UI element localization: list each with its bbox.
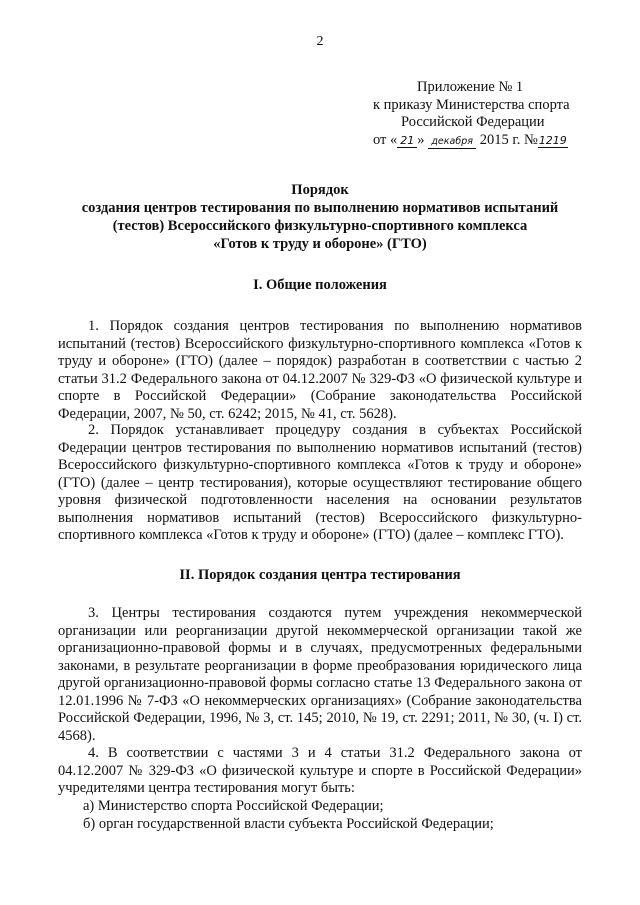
section-heading-1: I. Общие положения [253, 277, 387, 293]
list-item-b: б) орган государственной власти субъекта Российской Федерации; [83, 816, 494, 832]
paragraph-1 [58, 318, 582, 423]
title-line-4: «Готов к труду и обороне» (ГТО) [213, 236, 427, 252]
appendix-date-line [373, 132, 613, 150]
appendix-line-2: к приказу Министерства спорта [373, 96, 570, 113]
paragraph-2 [58, 422, 582, 545]
paragraph-4-text: 4. В соответствии с частями 3 и 4 статьи 31.2 Федерального закона от 04.12.2007 № 329-ФЗ «О физической культуре и спорте в Российской Федерации» учредителями центра тестирования могут быть: [58, 745, 582, 796]
appendix-line-1: Приложение № 1 [417, 79, 524, 95]
title-line-3: (тестов) Всероссийского физкультурно-спортивного комплекса [112, 218, 528, 234]
handwritten-day: 21 [397, 134, 417, 148]
date-prefix: от « [373, 131, 398, 148]
section-heading-2: II. Порядок создания центра тестирования [179, 567, 461, 583]
handwritten-order-number: 1219 [538, 133, 567, 147]
appendix-block [373, 79, 613, 149]
document-title [58, 181, 582, 253]
appendix-line-3: Российской Федерации [401, 114, 545, 130]
title-line-2: создания центров тестирования по выполнению нормативов испытаний [81, 200, 559, 216]
paragraph-3-text: 3. Центры тестирования создаются путем учреждения некоммерческой организации или реорганизации другой некоммерческой организации такой же организационно-правовой формы и в случаях, предусмотренных федеральными законами, в результате реорганизации в форме преобразования юридического лица другой организационно-правовой формы согласно статье 13 Федерального закона от 12.01.1996 № 7-ФЗ «О некоммерческих организациях» (Собрание законодательства Российской Федерации, 1996, № 3, ст. 145; 2010, № 19, ст. 2291; 2011, № 30, (ч. I) ст. 4568). [58, 605, 582, 744]
date-year: 2015 г. № [479, 131, 538, 148]
title-line-1: Порядок [291, 182, 349, 198]
handwritten-month: декабря [428, 135, 476, 149]
paragraph-1-text: 1. Порядок создания центров тестирования по выполнению нормативов испытаний (тестов) Всероссийского физкультурно-спортивного комплекса «Готов к труду и обороне» (ГТО) (далее – порядок) разработан в соответствии с частью 2 статьи 31.2 Федерального закона от 04.12.2007 № 329-ФЗ «О физической культуре и спорте в Российской Федерации» (Собрание законодательства Российской Федерации, 2007, № 50, ст. 6242; 2015, № 41, ст. 5628). [58, 318, 582, 422]
list-item-a: а) Министерство спорта Российской Федерации; [83, 798, 384, 814]
paragraph-4 [58, 745, 582, 798]
paragraph-2-text: 2. Порядок устанавливает процедуру создания в субъектах Российской Федерации центров тестирования по выполнению нормативов испытаний (тестов) Всероссийского физкультурно-спортивного комплекса «Готов к труду и обороне» (ГТО) (далее – центр тестирования), которые осуществляют тестирование общего уровня физической подготовленности населения на основании результатов выполнения нормативов испытаний (тестов) Всероссийского физкультурно-спортивного комплекса «Готов к труду и обороне» (ГТО) (далее – комплекс ГТО). [58, 422, 582, 543]
paragraph-3 [58, 605, 582, 745]
page-number: 2 [316, 34, 324, 49]
date-mid: » [417, 131, 425, 148]
